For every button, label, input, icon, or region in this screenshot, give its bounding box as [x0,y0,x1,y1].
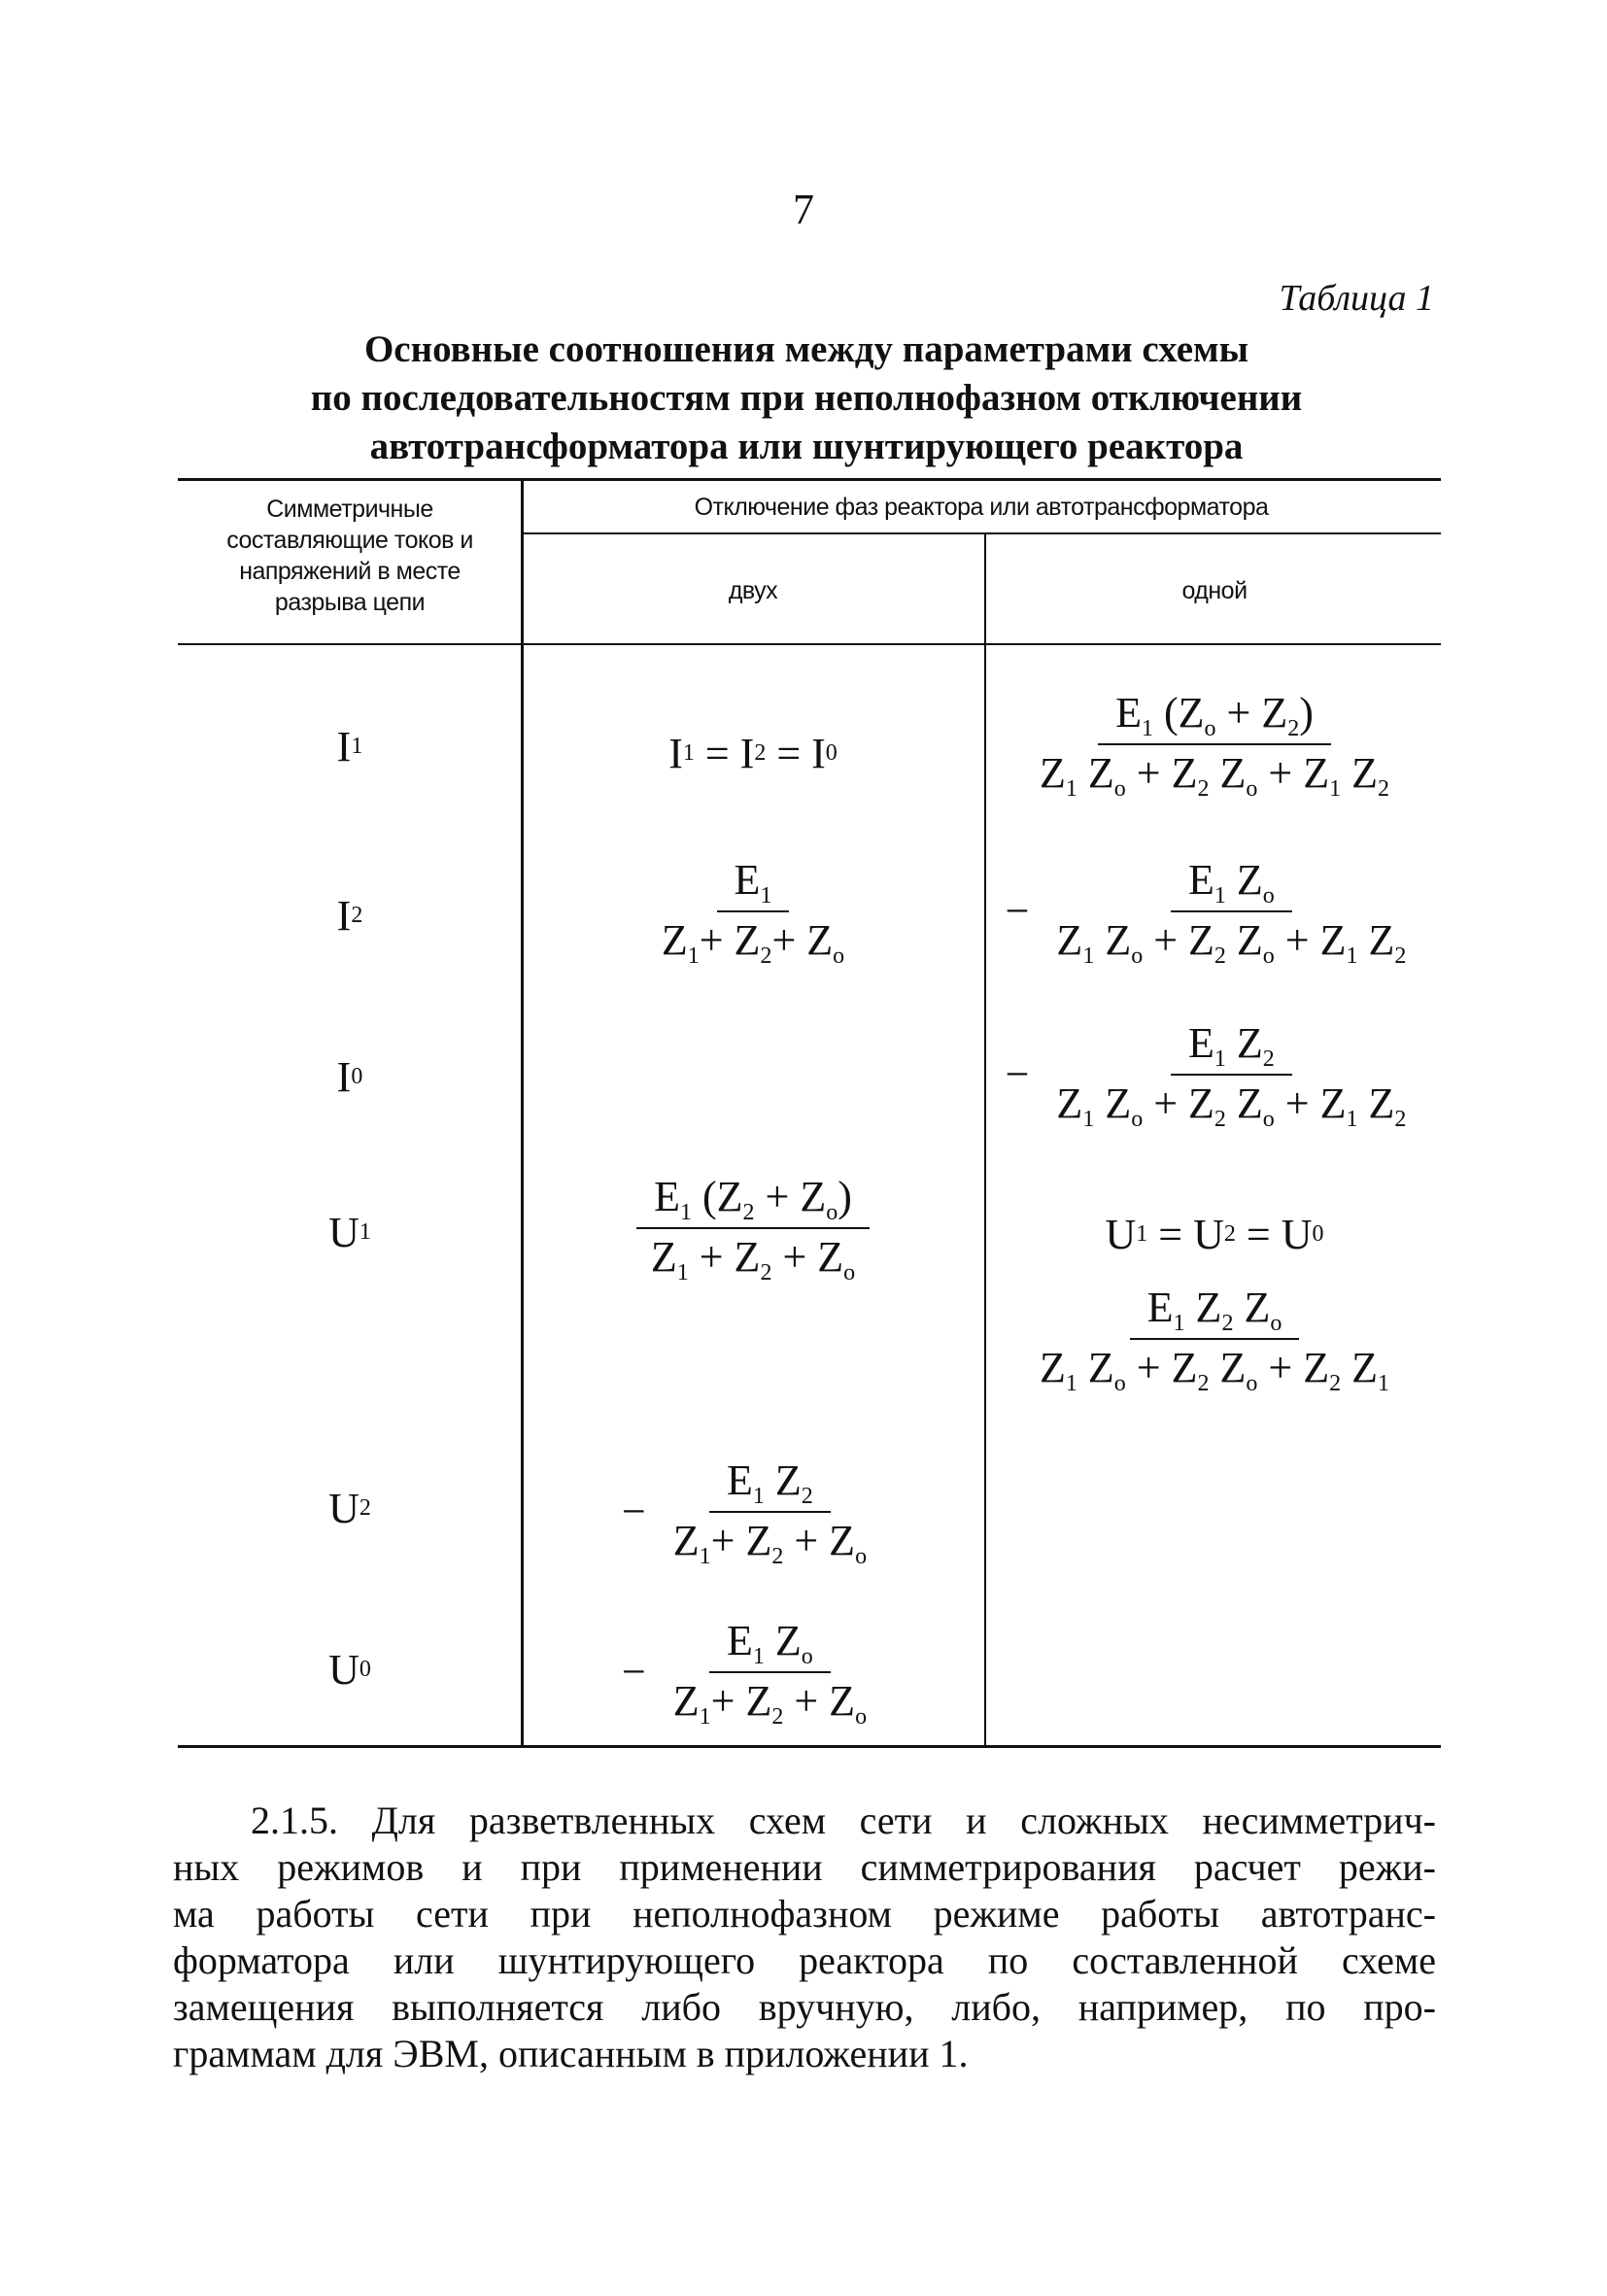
row-label-U0: U 0 [328,1645,371,1694]
paragraph-line: граммам для ЭВМ, описанным в приложении 1. [173,2032,969,2075]
header-col1-line: составляющие токов и [226,527,473,554]
paragraph-line: замещения выполняется либо вручную, либо, например, по про- [173,1985,1436,2029]
table-title [165,326,1448,471]
formula-one-I2: − $\frac{E_1 Z_o}{Z_1 Z_o + Z_2 Z_o + Z_1 Z_2}$ [1005,856,1407,969]
table-group-rule [523,532,1441,534]
header-col1-line: разрыва цепи [274,589,426,616]
row-label-I1: I 1 [336,722,363,771]
formula-one-U1: U 1 = U 2 = U 0 [1105,1210,1324,1258]
formula-two-I2: $\frac{E_1}{Z_1+ Z_2+ Z_o}$ [661,856,845,969]
paragraph-line: ных режимов и при применении симметрирования расчет режи- [173,1845,1436,1889]
formula-one-I1: $\frac{E_1 (Z_o + Z_2)}{Z_1 Z_o + Z_2 Z_o + Z_1 Z_2}$ [1040,689,1389,802]
row-label-I2: I 2 [336,891,363,940]
table-title-line: Основные соотношения между параметрами схемы [363,328,1249,370]
formula-two-U0: − $\frac{E_1 Z_o}{Z_1+ Z_2 + Z_o}$ [621,1617,868,1730]
header-col1-line: Симметричные [266,496,433,523]
page-number: 7 [793,186,814,233]
formula-two-U2: − $\frac{E_1 Z_2}{Z_1+ Z_2 + Z_o}$ [621,1456,868,1569]
formula-one-U-expression: $\frac{E_1 Z_2 Z_o}{Z_1 Z_o + Z_2 Z_o + Z_2 Z_1}$ [1040,1284,1389,1396]
table-header-bottom-rule [178,643,1441,645]
formula-one-I0: − $\frac{E_1 Z_2}{Z_1 Z_o + Z_2 Z_o + Z_1 Z_2}$ [1005,1019,1407,1132]
header-col1 [185,494,515,618]
paragraph-line: ма работы сети при неполнофазном режиме работы автотранс- [173,1892,1436,1936]
row-label-I0: I 0 [336,1052,363,1101]
table-col-divider-1 [521,478,524,1747]
body-paragraph [173,1798,1436,2077]
header-col2: двух [728,577,778,604]
table-col-divider-2 [984,532,986,1747]
paragraph-line: 2.1.5. Для разветвленных схем сети и сложных несимметрич- [251,1799,1436,1842]
table-title-line: по последовательностям при неполнофазном отключении [310,377,1303,419]
table-bottom-rule [178,1745,1441,1748]
row-label-U1: U 1 [328,1208,371,1256]
table-label: Таблица 1 [1279,278,1434,319]
header-col3: одной [1181,577,1248,604]
paragraph-line: форматора или шунтирующего реактора по составленной схеме [173,1938,1436,1982]
formula-two-U1: $\frac{E_1 (Z_2 + Z_o)}{Z_1 + Z_2 + Z_o}$ [530,1164,976,1290]
table-title-line: автотрансформатора или шунтирующего реактора [369,426,1244,467]
formula-two-I1: I 1 = I 2 = I 0 [668,729,838,777]
header-col1-line: напряжений в месте [239,558,461,585]
row-label-U2: U 2 [328,1484,371,1532]
table-top-rule [178,478,1441,481]
header-group: Отключение фаз реактора или автотрансформатора [694,494,1269,521]
